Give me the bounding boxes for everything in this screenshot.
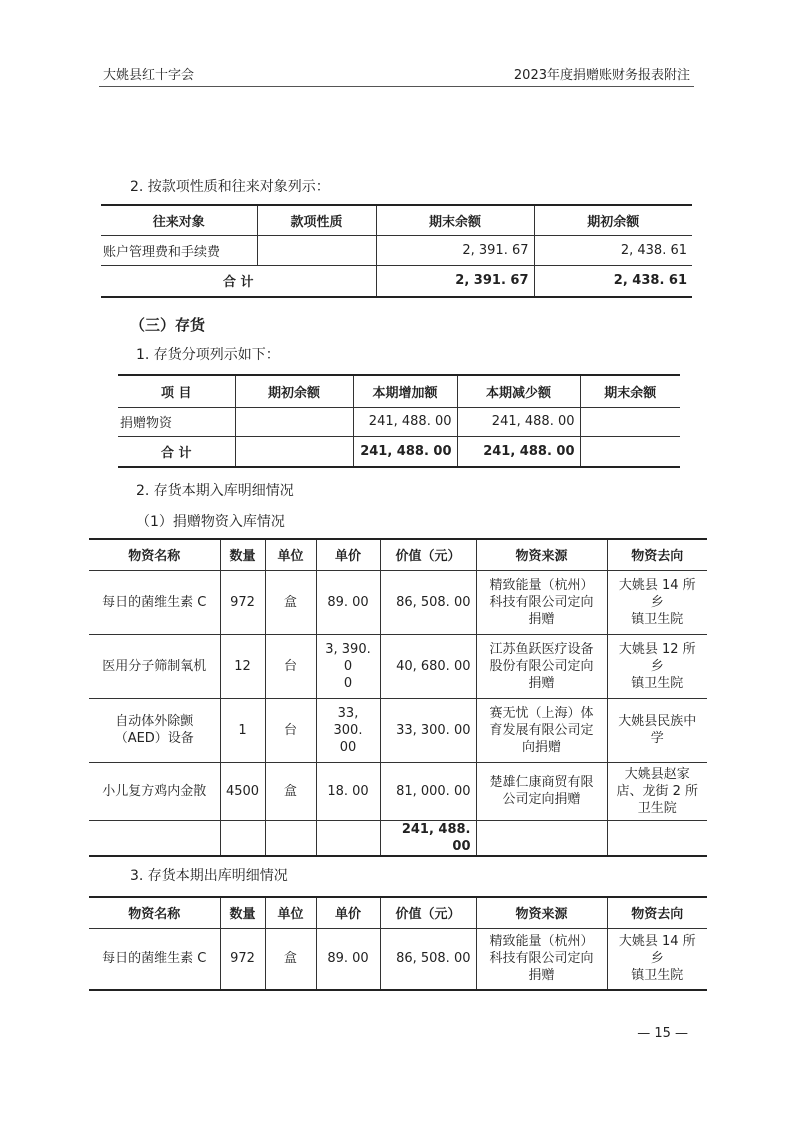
inbound-sub: （1）捐赠物资入库情况 [136,514,285,530]
col-header: 单位 [265,539,316,570]
cell-unit: 台 [265,634,316,698]
inventory-sub1: 1. 存货分项列示如下： [136,347,280,363]
total-end [580,436,680,467]
outbound-table [89,896,707,991]
col-header: 期初余额 [235,375,353,407]
cell-source: 精致能量（杭州） 科技有限公司定向 捐赠 [476,570,607,634]
col-header: 价值（元） [380,897,476,928]
cell-qty: 972 [220,570,265,634]
receivables-table [101,204,692,298]
cell-name: 医用分子筛制氧机 [89,634,220,698]
cell-source: 江苏鱼跃医疗设备 股份有限公司定向 捐赠 [476,634,607,698]
cell-price: 3, 390. 0 0 [316,634,380,698]
cell-dest: 大姚县 12 所乡 镇卫生院 [607,634,707,698]
header-divider [99,86,694,87]
header-organization: 大姚县红十字会 [103,68,195,83]
cell-dest: 大姚县民族中 学 [607,698,707,762]
cell-price: 18. 00 [316,762,380,820]
total-label: 合 计 [101,265,376,297]
col-header: 单位 [265,897,316,928]
cell-inc: 241, 488. 00 [353,407,457,436]
header-report-title: 2023年度捐赠账财务报表附注 [513,68,690,83]
col-header: 单价 [316,539,380,570]
col-header: 物资去向 [607,539,707,570]
total-dec: 241, 488. 00 [457,436,580,467]
table-row [118,407,680,436]
col-header: 款项性质 [257,205,376,235]
cell-begin [235,407,353,436]
cell-unit: 盒 [265,762,316,820]
col-header: 物资来源 [476,539,607,570]
total-value: 241, 488. 00 [380,820,476,856]
col-header: 物资来源 [476,897,607,928]
cell-nature [257,235,376,265]
inbound-table [89,538,707,857]
table-row [89,570,707,634]
cell-qty: 1 [220,698,265,762]
receivables-heading: 2. 按款项性质和往来对象列示： [130,179,330,195]
col-header: 期末余额 [376,205,534,235]
table-row [89,698,707,762]
cell-end: 2, 391. 67 [376,235,534,265]
col-header: 物资名称 [89,539,220,570]
cell-unit: 盒 [265,928,316,990]
cell-item: 捐赠物资 [118,407,235,436]
cell-price: 89. 00 [316,928,380,990]
total-begin [235,436,353,467]
total-end: 2, 391. 67 [376,265,534,297]
inventory-title: （三）存货 [130,316,206,334]
total-row [89,820,707,856]
table-row [89,928,707,990]
cell-qty: 4500 [220,762,265,820]
cell-value: 81, 000. 00 [380,762,476,820]
cell-unit: 盒 [265,570,316,634]
col-header: 数量 [220,897,265,928]
cell-source: 楚雄仁康商贸有限 公司定向捐赠 [476,762,607,820]
cell-price: 89. 00 [316,570,380,634]
cell-name: 小儿复方鸡内金散 [89,762,220,820]
inventory-table [118,374,680,468]
total-row [118,436,680,467]
cell-dec: 241, 488. 00 [457,407,580,436]
col-header: 本期增加额 [353,375,457,407]
cell-value: 40, 680. 00 [380,634,476,698]
col-header: 单价 [316,897,380,928]
cell-value: 33, 300. 00 [380,698,476,762]
cell-value: 86, 508. 00 [380,570,476,634]
cell-begin: 2, 438. 61 [534,235,692,265]
cell-source: 精致能量（杭州） 科技有限公司定向 捐赠 [476,928,607,990]
cell-dest: 大姚县 14 所乡 镇卫生院 [607,928,707,990]
col-header: 本期减少额 [457,375,580,407]
cell-dest: 大姚县 14 所乡 镇卫生院 [607,570,707,634]
cell-unit: 台 [265,698,316,762]
cell-end [580,407,680,436]
col-header: 物资去向 [607,897,707,928]
cell-party: 账户管理费和手续费 [101,235,257,265]
outbound-heading: 3. 存货本期出库明细情况 [130,868,288,884]
cell-price: 33, 300. 00 [316,698,380,762]
cell-name: 每日的菌维生素 C [89,570,220,634]
page-number: — 15 — [637,1026,688,1041]
cell-name: 自动体外除颤 （AED）设备 [89,698,220,762]
total-inc: 241, 488. 00 [353,436,457,467]
col-header: 往来对象 [101,205,257,235]
col-header: 期末余额 [580,375,680,407]
cell-name: 每日的菌维生素 C [89,928,220,990]
col-header: 数量 [220,539,265,570]
cell-qty: 972 [220,928,265,990]
total-label: 合 计 [118,436,235,467]
inbound-heading: 2. 存货本期入库明细情况 [136,483,294,499]
col-header: 期初余额 [534,205,692,235]
total-begin: 2, 438. 61 [534,265,692,297]
table-row [101,235,692,265]
cell-value: 86, 508. 00 [380,928,476,990]
cell-qty: 12 [220,634,265,698]
table-row [89,634,707,698]
total-row [101,265,692,297]
cell-dest: 大姚县赵家 店、龙街 2 所 卫生院 [607,762,707,820]
table-row [89,762,707,820]
cell-source: 赛无忧（上海）体 育发展有限公司定 向捐赠 [476,698,607,762]
col-header: 项 目 [118,375,235,407]
col-header: 物资名称 [89,897,220,928]
col-header: 价值（元） [380,539,476,570]
